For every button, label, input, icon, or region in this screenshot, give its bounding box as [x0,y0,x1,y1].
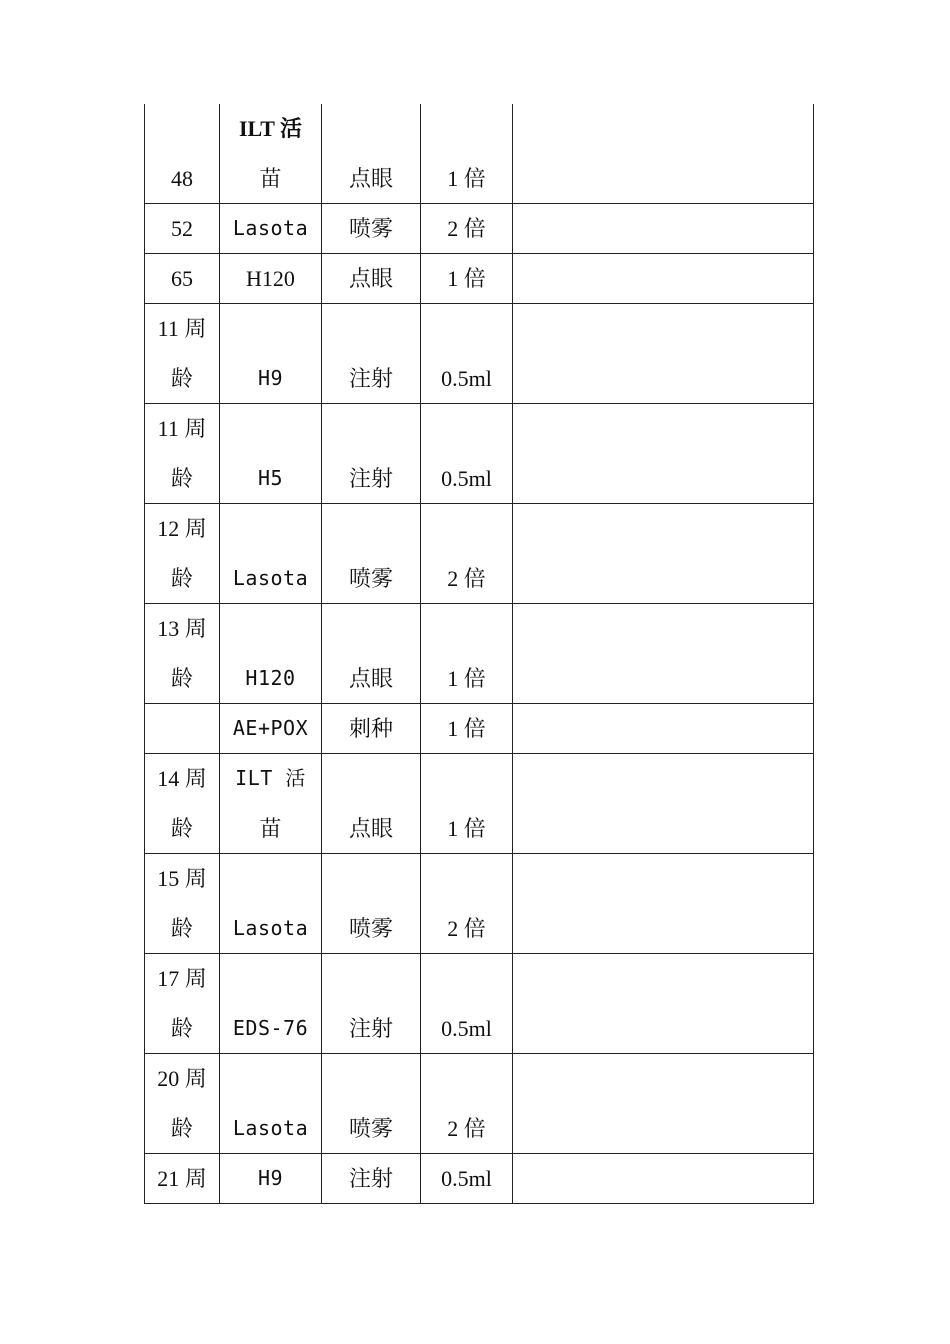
age-cell [145,954,220,1054]
vaccine-text: H120 [246,266,295,291]
method-text: 注射 [348,466,393,491]
age-cell [145,304,220,404]
table-row [145,604,814,704]
age-cell [145,204,220,254]
dose-cell [421,254,513,304]
method-text: 喷雾 [348,216,393,241]
age-cell [145,104,220,204]
vaccine-text: H120 [245,666,296,690]
vaccine-cell [220,1054,322,1154]
method-cell [322,304,421,404]
dose-text: 0.5ml [441,466,492,491]
age-line2: 龄 [170,816,193,841]
age-cell [145,854,220,954]
method-cell [322,604,421,704]
table-row [145,704,814,754]
dose-text: 0.5ml [441,1016,492,1041]
age-cell [145,754,220,854]
method-text: 点眼 [348,666,393,691]
dose-text: 0.5ml [441,366,492,391]
method-cell [322,504,421,604]
age-line2: 龄 [170,666,193,691]
method-text: 喷雾 [348,916,393,941]
note-cell [513,604,814,704]
table-row [145,254,814,304]
vaccine-line2: 苗 [259,816,282,841]
dose-cell [421,1154,513,1204]
age-cell [145,254,220,304]
vaccine-text: Lasota [232,1116,309,1140]
dose-text: 2 倍 [447,216,486,241]
table-row [145,1054,814,1154]
note-cell [513,504,814,604]
vaccine-cell [220,604,322,704]
method-text: 注射 [348,1016,393,1041]
age-line1: 12 周 [157,516,207,541]
dose-cell [421,504,513,604]
vaccine-text: Lasota [232,216,309,240]
method-cell [322,1054,421,1154]
vaccine-line1: ILT 活 [239,116,302,141]
age-line1: 15 周 [157,866,207,891]
table-row [145,754,814,854]
note-cell [513,304,814,404]
age-text: 65 [171,266,193,291]
age-line1: 11 周 [157,416,207,441]
vaccination-schedule-table [144,104,814,1204]
dose-cell [421,604,513,704]
age-line2: 48 [171,166,193,191]
age-cell [145,504,220,604]
age-cell [145,404,220,504]
method-text: 喷雾 [348,566,393,591]
age-line2: 龄 [170,566,193,591]
dose-text: 2 倍 [447,916,486,941]
vaccine-cell [220,854,322,954]
dose-text: 1 倍 [447,666,486,691]
age-text: 52 [171,216,193,241]
note-cell [513,404,814,504]
vaccine-cell [220,404,322,504]
dose-text: 2 倍 [447,1116,486,1141]
vaccine-text: Lasota [232,916,309,940]
note-cell [513,754,814,854]
dose-cell [421,104,513,204]
note-cell [513,204,814,254]
table-row [145,404,814,504]
table-row [145,954,814,1054]
method-text: 注射 [348,1166,393,1191]
table-row [145,304,814,404]
age-line2: 龄 [170,366,193,391]
vaccine-cell [220,504,322,604]
age-line1: 11 周 [157,316,207,341]
method-cell [322,254,421,304]
note-cell [513,1054,814,1154]
method-text: 点眼 [348,166,393,191]
method-cell [322,854,421,954]
vaccine-text: Lasota [232,566,309,590]
note-cell [513,704,814,754]
dose-cell [421,954,513,1054]
note-cell [513,854,814,954]
method-cell [322,404,421,504]
vaccine-cell [220,304,322,404]
dose-cell [421,704,513,754]
vaccine-text: H9 [257,1166,284,1190]
dose-cell [421,854,513,954]
method-cell [322,204,421,254]
dose-text: 1 倍 [447,166,486,191]
dose-cell [421,1054,513,1154]
table-row [145,854,814,954]
dose-text: 1 倍 [447,716,486,741]
dose-cell [421,404,513,504]
age-line2: 龄 [170,1116,193,1141]
dose-text: 2 倍 [447,566,486,591]
age-line1: 14 周 [157,766,207,791]
vaccine-cell [220,704,322,754]
age-text: 21 周 [157,1166,207,1191]
table-row [145,104,814,204]
vaccine-cell [220,1154,322,1204]
age-line1: 13 周 [157,616,207,641]
dose-cell [421,304,513,404]
age-line1: 17 周 [157,966,207,991]
dose-text: 1 倍 [447,266,486,291]
table-row [145,504,814,604]
method-text: 注射 [348,366,393,391]
vaccine-text: H5 [257,466,284,490]
age-cell [145,1054,220,1154]
note-cell [513,954,814,1054]
dose-cell [421,754,513,854]
dose-cell [421,204,513,254]
vaccine-cell [220,754,322,854]
vaccine-cell [220,254,322,304]
age-line2: 龄 [170,466,193,491]
method-cell [322,1154,421,1204]
age-line2: 龄 [170,916,193,941]
age-line1: 20 周 [157,1066,207,1091]
age-cell [145,704,220,754]
vaccine-line1: ILT 活 [235,766,306,790]
age-cell [145,1154,220,1204]
method-cell [322,754,421,854]
note-cell [513,104,814,204]
method-text: 喷雾 [348,1116,393,1141]
table-row [145,1154,814,1204]
vaccine-text: H9 [257,366,284,390]
vaccine-text: EDS-76 [232,1016,309,1040]
age-line2: 龄 [170,1016,193,1041]
method-text: 点眼 [348,266,393,291]
method-text: 点眼 [348,816,393,841]
table-row [145,204,814,254]
age-cell [145,604,220,704]
note-cell [513,254,814,304]
vaccine-cell [220,204,322,254]
vaccine-line2: 苗 [259,166,282,191]
method-cell [322,704,421,754]
method-cell [322,954,421,1054]
vaccine-text: AE+POX [232,716,309,740]
method-cell [322,104,421,204]
vaccine-cell [220,954,322,1054]
method-text: 刺种 [348,716,393,741]
vaccine-cell [220,104,322,204]
note-cell [513,1154,814,1204]
dose-text: 0.5ml [441,1166,492,1191]
dose-text: 1 倍 [447,816,486,841]
